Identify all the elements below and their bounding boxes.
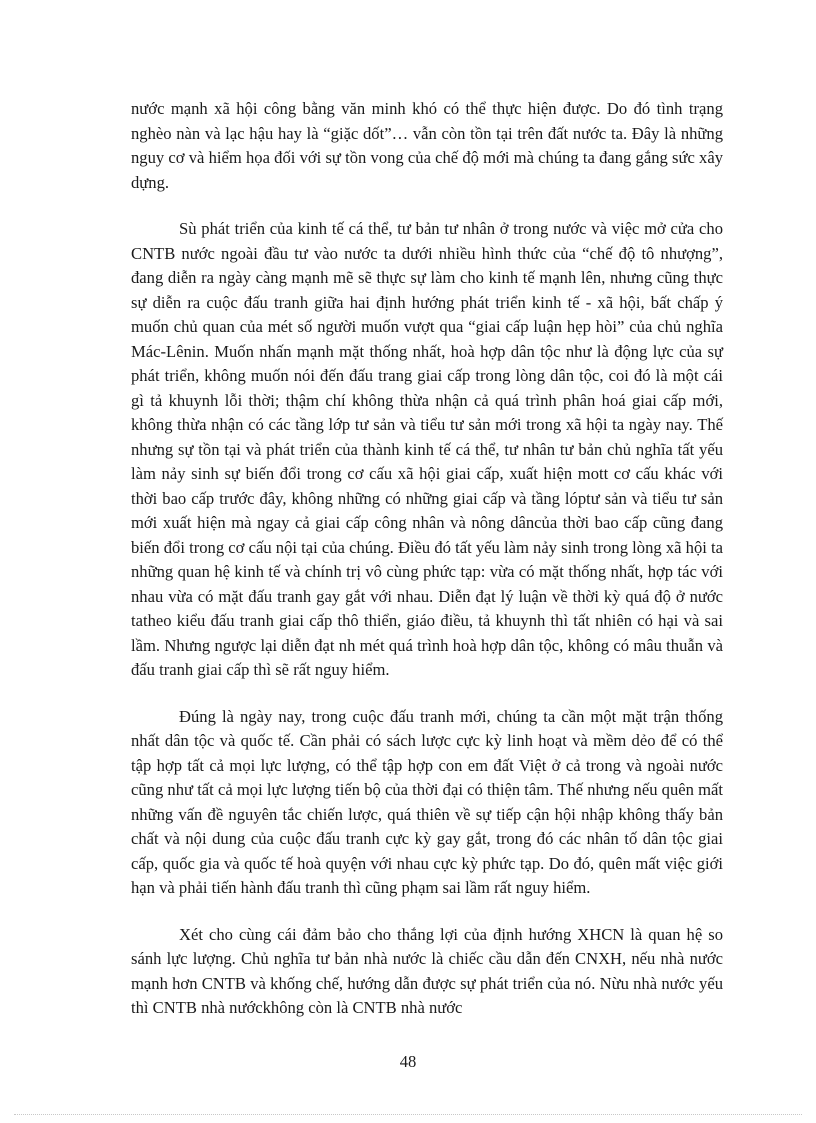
- body-text: [131, 97, 723, 1043]
- paragraph-continuation: nước mạnh xã hội công bằng văn minh khó có thể thực hiện được. Do đó tình trạng nghèo nàn và lạc hậu hay là “giặc dốt”… vẫn còn tồn tại trên đất nước ta. Đây là những nguy cơ và hiểm họa đối với sự tồn vong của chế độ mới mà chúng ta đang gắng sức xây dựng.: [131, 99, 723, 192]
- paragraph-private-economy: Sù phát triển của kinh tế cá thể, tư bản tư nhân ở trong nước và việc mở cửa cho CNTB nước ngoài đầu tư vào nước ta dưới nhiều hình thức của “chế độ tô nhượng”, đang diễn ra ngày càng mạnh mẽ sẽ thực sự làm cho kinh tế mạnh lên, nhưng cũng thực sự diễn ra cuộc đấu tranh giữa hai định hướng phát triển kinh tế - xã hội, bất chấp ý muốn chủ quan của mét số người muốn vượt qua “giai cấp luận hẹp hòi” của chủ nghĩa Mác-Lênin. Muốn nhấn mạnh mặt thống nhất, hoà hợp dân tộc như là động lực của sự phát triển, không muốn nói đến đấu trang giai cấp trong lòng dân tộc, coi đó là một cái gì tả khuynh lỗi thời; thậm chí không thừa nhận cả quá trình phân hoá giai cấp mới, không thừa nhận có các tầng lớp tư sản và tiểu tư sản mới trong xã hội ta ngày nay. Thế nhưng sự tồn tại và phát triển của thành kinh tế cá thể, tư nhân tư bản chủ nghĩa tất yếu làm nảy sinh sự biến đổi trong cơ cấu xã hội giai cấp, xuất hiện mott cơ cấu khác với thời bao cấp trước đây, không những có những giai cấp và tầng lóptư sản và tiểu tư sản mới xuất hiện mà ngay cả giai cấp công nhân và nông dâncủa thời bao cấp cũng đang biến đổi trong cơ cấu nội tại của chúng. Điều đó tất yếu làm nảy sinh trong lòng xã hội ta những quan hệ kinh tế và chính trị vô cùng phức tạp: vừa có mặt thống nhất, hợp tác với nhau vừa có mặt đấu tranh gay gắt với nhau. Diễn đạt lý luận về thời kỳ quá độ ở nước tatheo kiểu đấu tranh giai cấp thô thiển, giáo điều, tả khuynh thì tất nhiên có hại và sai lầm. Nhưng ngược lại diễn đạt nh mét quá trình hoà hợp dân tộc, không có mâu thuẫn và đấu tranh giai cấp thì sẽ rất nguy hiểm.: [131, 219, 723, 679]
- paragraph-united-front: Đúng là ngày nay, trong cuộc đấu tranh mới, chúng ta cần một mặt trận thống nhất dân tộc và quốc tế. Cần phải có sách lược cực kỳ linh hoạt và mềm dẻo để có thể tập hợp tất cả mọi lực lượng, có thể tập hợp con em đất Việt ở cả trong và ngoài nước cũng như tất cả mọi lực lượng tiến bộ của thời đại có thiện tâm. Thế nhưng nếu quên mất những vấn đề nguyên tắc chiến lược, quá thiên về sự tiếp cận hội nhập không thấy bản chất và nội dung của cuộc đấu tranh cực kỳ gay gắt, trong đó các nhân tố dân tộc giai cấp, quốc gia và quốc tế hoà quyện với nhau cực kỳ phức tạp. Do đó, quên mất việc giới hạn và phải tiến hành đấu tranh thì cũng phạm sai lầm rất nguy hiểm.: [131, 706, 723, 897]
- page-number: 48: [399, 1052, 417, 1071]
- page-bottom-divider: [14, 1114, 802, 1115]
- paragraph-balance-of-forces: Xét cho cùng cái đảm bảo cho thắng lợi của định hướng XHCN là quan hệ so sánh lực lượng. Chủ nghĩa tư bản nhà nước là chiếc cầu dẫn đến CNXH, nếu nhà nước mạnh hơn CNTB và khống chế, hướng dẫn được sự phát triển của nó. Nừu nhà nước yếu thì CNTB nhà nướckhông còn là CNTB nhà nước: [131, 924, 723, 1017]
